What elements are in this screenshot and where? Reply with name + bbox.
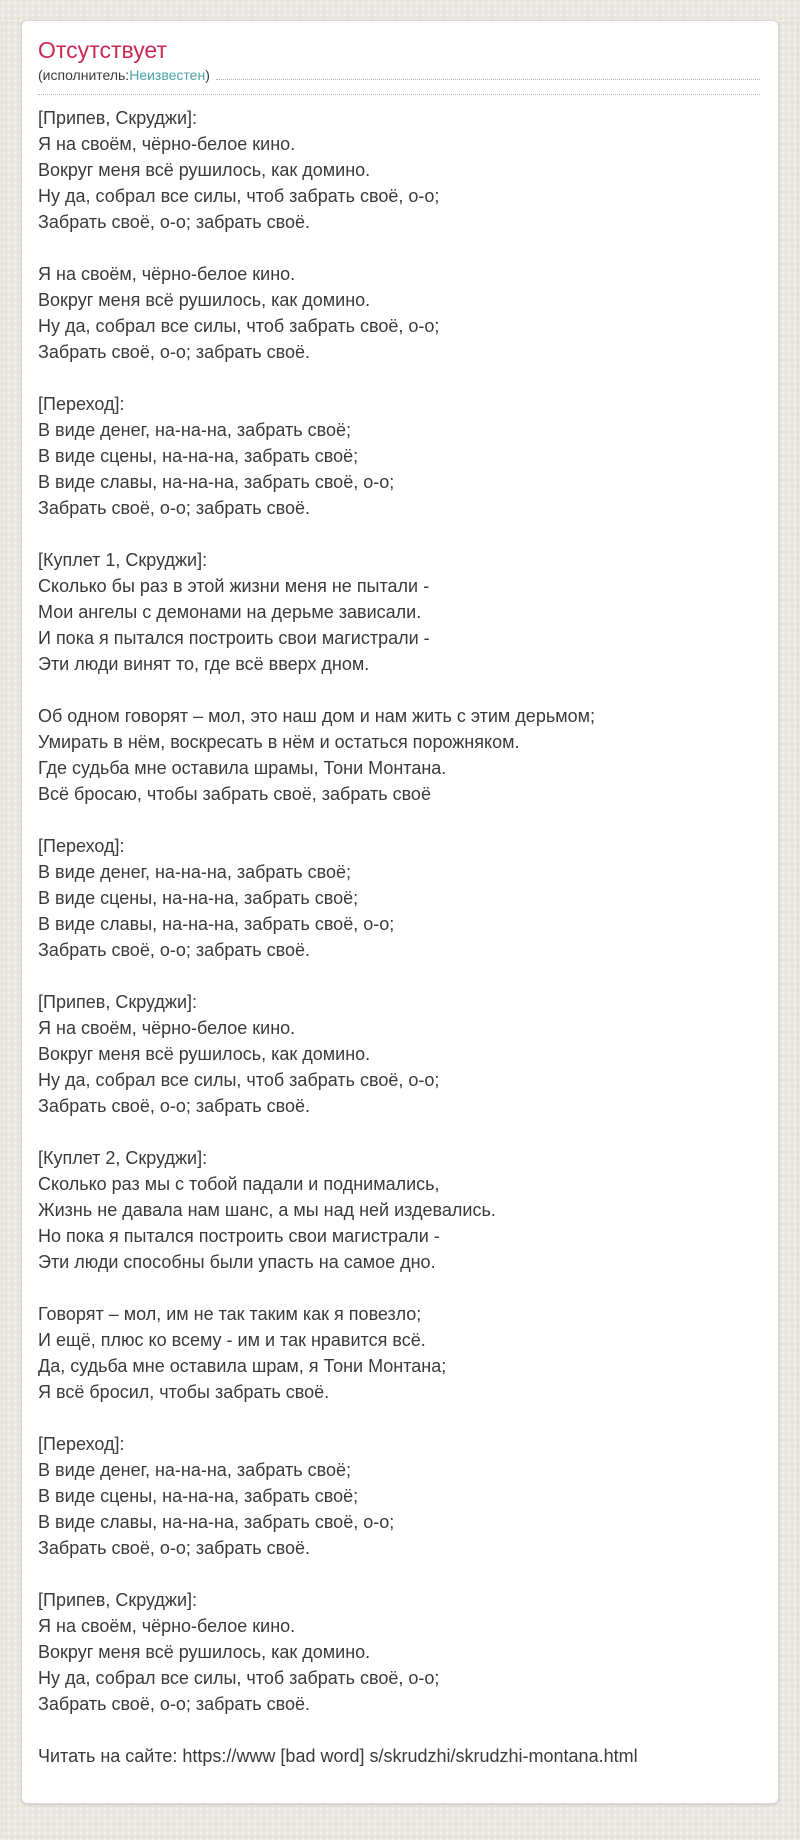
source-line: Читать на сайте: https://www [bad word] s/skrudzhi/skrudzhi-montana.html — [38, 1745, 638, 1766]
stanza: [Переход]: В виде денег, на-на-на, забрать своё; В виде сцены, на-на-на, забрать своё; В виде славы, на-на-на, забрать своё, о-о; Забрать своё, о-о; забрать своё. — [38, 835, 395, 960]
stanza: Я на своём, чёрно-белое кино. Вокруг меня всё рушилось, как домино. Ну да, собрал все силы, чтоб забрать своё, о-о; Забрать своё, о-о; забрать своё. — [38, 263, 440, 362]
artist-link[interactable]: Неизвестен — [129, 67, 206, 84]
artist-label: (исполнитель: — [38, 67, 130, 84]
stanza: [Переход]: В виде денег, на-на-на, забрать своё; В виде сцены, на-на-на, забрать своё; В виде славы, на-на-на, забрать своё, о-о; Забрать своё, о-о; забрать своё. — [38, 1433, 395, 1558]
song-header — [38, 37, 760, 95]
lyrics-card — [21, 20, 779, 1804]
stanza: [Переход]: В виде денег, на-на-на, забрать своё; В виде сцены, на-на-на, забрать своё; В виде славы, на-на-на, забрать своё, о-о; Забрать своё, о-о; забрать своё. — [38, 393, 395, 518]
stanza: [Куплет 1, Скруджи]: Сколько бы раз в этой жизни меня не пытали - Мои ангелы с демонами на дерьме зависали. И пока я пытался построить свои магистрали - Эти люди винят то, где всё вверх дном. — [38, 549, 430, 674]
song-title: Отсутствует — [38, 37, 167, 63]
stanza: Говорят – мол, им не так таким как я повезло; И ещё, плюс ко всему - им и так нравится всё. Да, судьба мне оставила шрам, я Тони Монтана; Я всё бросил, чтобы забрать своё. — [38, 1303, 447, 1402]
lyrics-text — [38, 105, 760, 1717]
stanza: [Припев, Скруджи]: Я на своём, чёрно-белое кино. Вокруг меня всё рушилось, как домино. Ну да, собрал все силы, чтоб забрать своё, о-о; Забрать своё, о-о; забрать своё. — [38, 1589, 440, 1714]
stanza: Об одном говорят – мол, это наш дом и нам жить с этим дерьмом; Умирать в нём, воскресать в нём и остаться порожняком. Где судьба мне оставила шрамы, Тони Монтана. Всё бросаю, чтобы забрать своё, забрать своё — [38, 705, 595, 804]
stanza: [Куплет 2, Скруджи]: Сколько раз мы с тобой падали и поднимались, Жизнь не давала нам шанс, а мы над ней издевались. Но пока я пытался построить свои магистрали - Эти люди способны были упасть на самое дно. — [38, 1147, 496, 1272]
page-background — [0, 20, 800, 1840]
stanza: [Припев, Скруджи]: Я на своём, чёрно-белое кино. Вокруг меня всё рушилось, как домино. Ну да, собрал все силы, чтоб забрать своё, о-о; Забрать своё, о-о; забрать своё. — [38, 107, 440, 232]
stanza: [Припев, Скруджи]: Я на своём, чёрно-белое кино. Вокруг меня всё рушилось, как домино. Ну да, собрал все силы, чтоб забрать своё, о-о; Забрать своё, о-о; забрать своё. — [38, 991, 440, 1116]
dotted-filler — [216, 79, 760, 80]
artist-label-close: ) — [205, 67, 210, 84]
artist-line — [38, 66, 760, 84]
